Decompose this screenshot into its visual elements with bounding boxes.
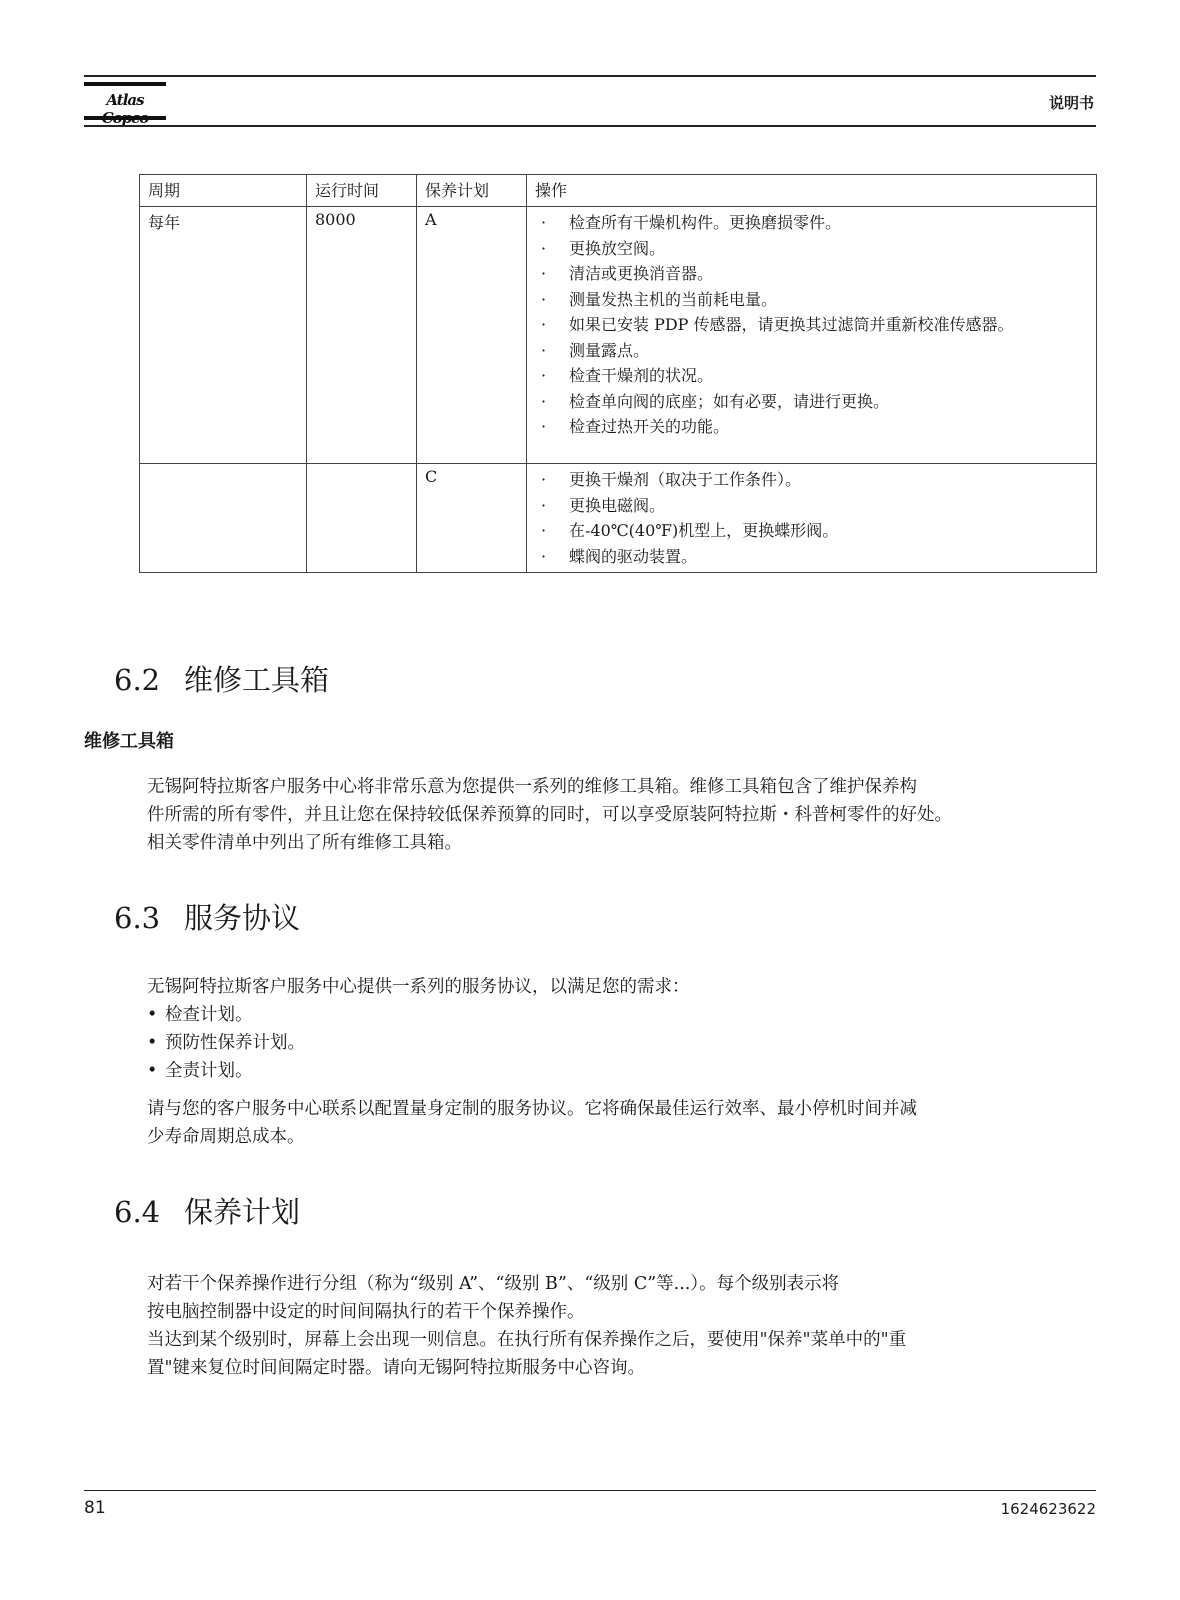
list-item: · 更换放空阀。 — [535, 236, 1088, 262]
list-item: • 全责计划。 — [147, 1057, 305, 1085]
operations-list — [535, 467, 1088, 569]
document-number: 1624623622 — [1000, 1500, 1096, 1518]
cell-period: 每年 — [140, 207, 307, 464]
atlas-copco-logo — [84, 82, 166, 122]
cell-operations — [527, 207, 1097, 464]
section-title: 维修工具箱 — [184, 663, 330, 697]
paragraph-line: 对若干个保养操作进行分组（称为“级别 A”、“级别 B”、“级别 C”等...）。每个级别表示将 — [147, 1274, 840, 1294]
cell-plan: A — [417, 207, 527, 464]
cell-period — [140, 464, 307, 573]
table-header-row — [140, 175, 1097, 207]
header-service-plan: 保养计划 — [417, 175, 527, 207]
paragraph-line: 按电脑控制器中设定的时间间隔执行的若干个保养操作。 — [147, 1302, 585, 1322]
footer-rule — [84, 1490, 1096, 1491]
cell-plan: C — [417, 464, 527, 573]
list-item: · 检查干燥剂的状况。 — [535, 363, 1088, 389]
section-6-4-paragraph — [147, 1270, 1097, 1382]
list-item: · 检查所有干燥机构件。更换磨损零件。 — [535, 210, 1088, 236]
list-item: · 更换电磁阀。 — [535, 493, 1088, 519]
logo-bar-bottom — [84, 116, 166, 120]
operations-list — [535, 210, 1088, 440]
doc-type-label: 说明书 — [1048, 94, 1094, 112]
list-item: · 更换干燥剂（取决于工作条件）。 — [535, 467, 1088, 493]
header-running-hours: 运行时间 — [307, 175, 417, 207]
header-bottom-rule — [84, 125, 1096, 127]
paragraph-line: 当达到某个级别时，屏幕上会出现一则信息。在执行所有保养操作之后，要使用"保养"菜单中的"重 — [147, 1330, 907, 1350]
list-item: · 清洁或更换消音器。 — [535, 261, 1088, 287]
section-6-2-paragraph — [147, 773, 1097, 857]
section-6-3-intro — [147, 973, 1097, 1001]
service-agreement-list — [147, 1001, 305, 1085]
section-6-3-paragraph — [147, 1095, 1097, 1151]
paragraph-line: 无锡阿特拉斯客户服务中心将非常乐意为您提供一系列的维修工具箱。维修工具箱包含了维护保养构 — [147, 777, 917, 797]
list-item: · 测量露点。 — [535, 338, 1088, 364]
section-6-3-heading — [114, 896, 300, 937]
header-period: 周期 — [140, 175, 307, 207]
section-6-4-heading — [114, 1190, 300, 1231]
paragraph-line: 相关零件清单中列出了所有维修工具箱。 — [147, 833, 462, 853]
list-item: • 预防性保养计划。 — [147, 1029, 305, 1057]
paragraph-line: 件所需的所有零件，并且让您在保持较低保养预算的同时，可以享受原装阿特拉斯・科普柯零件的好处。 — [147, 805, 952, 825]
section-title: 保养计划 — [184, 1195, 301, 1229]
paragraph-line: 置"键来复位时间间隔定时器。请向无锡阿特拉斯服务中心咨询。 — [147, 1358, 646, 1378]
section-number: 6.3 — [114, 901, 161, 935]
logo-bar-top — [84, 82, 166, 86]
maintenance-table — [139, 174, 1097, 573]
table-row — [140, 464, 1097, 573]
section-6-2-heading — [114, 658, 329, 699]
logo-text: Atlas — [106, 91, 144, 109]
list-item: · 如果已安装 PDP 传感器，请更换其过滤筒并重新校准传感器。 — [535, 312, 1088, 338]
list-item: · 测量发热主机的当前耗电量。 — [535, 287, 1088, 313]
list-item: · 检查单向阀的底座；如有必要，请进行更换。 — [535, 389, 1088, 415]
list-item: · 检查过热开关的功能。 — [535, 414, 1088, 440]
cell-hours — [307, 464, 417, 573]
header-operations: 操作 — [527, 175, 1097, 207]
header-top-rule — [84, 75, 1096, 77]
section-number: 6.2 — [114, 663, 161, 697]
section-number: 6.4 — [114, 1195, 161, 1229]
section-6-2-subheading: 维修工具箱 — [84, 731, 174, 752]
list-item: · 蝶阀的驱动装置。 — [535, 544, 1088, 570]
paragraph-line: 请与您的客户服务中心联系以配置量身定制的服务协议。它将确保最佳运行效率、最小停机时间并减 — [147, 1099, 917, 1119]
cell-hours: 8000 — [307, 207, 417, 464]
page-number: 81 — [84, 1498, 106, 1518]
list-item: · 在-40℃(40℉)机型上，更换蝶形阀。 — [535, 518, 1088, 544]
section-title: 服务协议 — [184, 901, 301, 935]
cell-operations — [527, 464, 1097, 573]
paragraph-line: 无锡阿特拉斯客户服务中心提供一系列的服务协议，以满足您的需求： — [147, 977, 690, 997]
table-row — [140, 207, 1097, 464]
list-item: • 检查计划。 — [147, 1001, 305, 1029]
paragraph-line: 少寿命周期总成本。 — [147, 1127, 305, 1147]
